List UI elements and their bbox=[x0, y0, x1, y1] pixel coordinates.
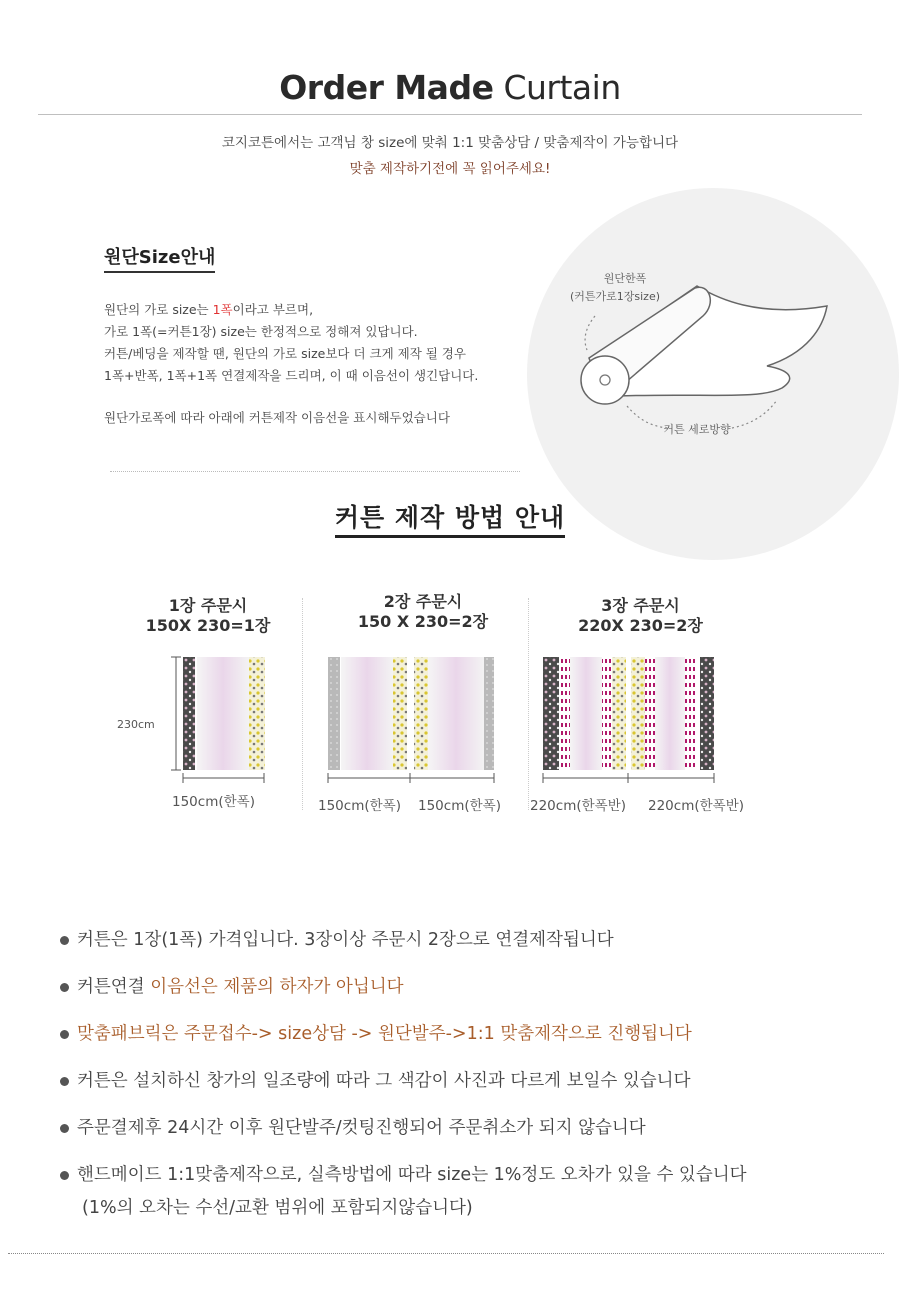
size-guide-line-1-b: 이라고 부르며, bbox=[232, 302, 314, 317]
title-light: Curtain bbox=[503, 68, 621, 107]
dotted-divider bbox=[110, 471, 520, 472]
curtain-illustrations bbox=[160, 650, 740, 790]
method-heading bbox=[0, 498, 900, 534]
col-1-title bbox=[128, 596, 288, 636]
col-1-title-1: 1장 주문시 bbox=[168, 596, 248, 615]
col-3-measure-1: 220cm(한폭반) bbox=[530, 798, 626, 814]
col-1-measure: 150cm(한폭) bbox=[172, 794, 255, 810]
col-3-title-1: 3장 주문시 bbox=[601, 596, 680, 615]
page-title bbox=[0, 68, 900, 107]
col-2-measure-1: 150cm(한폭) bbox=[318, 798, 401, 814]
bullet-icon bbox=[60, 936, 69, 945]
size-guide-heading: 원단Size안내 bbox=[104, 243, 215, 273]
notice-2-highlight: 이음선은 제품의 하자가 아닙니다 bbox=[150, 977, 404, 997]
notice-6-text: 핸드메이드 1:1맞춤제작으로, 실측방법에 따라 size는 1%정도 오차가 있을 수 있습니다 bbox=[77, 1165, 747, 1185]
subtitle-line-2: 맞춤 제작하기전에 꼭 읽어주세요! bbox=[349, 161, 551, 177]
bullet-icon bbox=[60, 1171, 69, 1180]
col-2-title-1: 2장 주문시 bbox=[383, 592, 463, 611]
notice-1 bbox=[60, 926, 614, 951]
title-bold: Order Made bbox=[279, 68, 494, 107]
subtitle-line-1: 코지코튼에서는 고객님 창 size에 맞춰 1:1 맞춤상담 / 맞춤제작이 가능합니다 bbox=[221, 135, 679, 151]
bullet-icon bbox=[60, 1030, 69, 1039]
col-3-measure-2: 220cm(한폭반) bbox=[648, 798, 744, 814]
roll-label-bottom: 커튼 세로방향 bbox=[663, 423, 731, 436]
notice-3-highlight: 맞춤패브릭은 주문접수-> size상담 -> 원단발주->1:1 맞춤제작으로 진행됩니다 bbox=[77, 1024, 692, 1044]
method-heading-text: 커튼 제작 방법 안내 bbox=[335, 503, 565, 538]
notice-6 bbox=[60, 1161, 747, 1186]
size-guide-highlight: 1폭 bbox=[212, 302, 233, 317]
roll-label-top-2: (커튼가로1장size) bbox=[569, 290, 661, 303]
size-guide-line-4: 1폭+반폭, 1폭+1폭 연결제작을 드리며, 이 때 이음선이 생긴답니다. bbox=[104, 368, 479, 383]
col-2-title bbox=[333, 592, 513, 632]
bullet-icon bbox=[60, 983, 69, 992]
notice-5-text: 주문결제후 24시간 이후 원단발주/컷팅진행되어 주문취소가 되지 않습니다 bbox=[77, 1118, 646, 1138]
col-2-measure-2: 150cm(한폭) bbox=[418, 798, 501, 814]
notice-1-text: 커튼은 1장(1폭) 가격입니다. 3장이상 주문시 2장으로 연결제작됩니다 bbox=[77, 930, 614, 950]
size-guide-line-1-a: 원단의 가로 size는 bbox=[104, 302, 213, 317]
size-guide-line-1 bbox=[104, 300, 313, 318]
notice-2 bbox=[60, 973, 404, 998]
bullet-icon bbox=[60, 1077, 69, 1086]
notice-4-text: 커튼은 설치하신 창가의 일조량에 따라 그 색감이 사진과 다르게 보일수 있습니다 bbox=[77, 1071, 691, 1091]
notice-5 bbox=[60, 1114, 646, 1139]
size-guide-line-3: 커튼/베딩을 제작할 땐, 원단의 가로 size보다 더 크게 제작 될 경우 bbox=[104, 346, 466, 361]
height-label: 230cm bbox=[117, 718, 155, 731]
notice-4 bbox=[60, 1067, 691, 1092]
col-2-title-2: 150 X 230=2장 bbox=[357, 612, 489, 631]
col-1-title-2: 150X 230=1장 bbox=[145, 616, 271, 635]
roll-label-top-1: 원단한폭 bbox=[603, 272, 647, 285]
size-guide-line-2: 가로 1폭(=커튼1장) size는 한정적으로 정해져 있답니다. bbox=[104, 324, 418, 339]
col-3-title bbox=[558, 596, 723, 636]
notice-6-line-2: (1%의 오차는 수선/교환 범위에 포함되지않습니다) bbox=[82, 1198, 473, 1218]
col-3-title-2: 220X 230=2장 bbox=[578, 616, 703, 635]
bottom-divider bbox=[8, 1253, 884, 1254]
title-divider bbox=[38, 114, 862, 115]
size-guide-line-5: 원단가로폭에 따라 아래에 커튼제작 이음선을 표시해두었습니다 bbox=[104, 410, 450, 425]
bullet-icon bbox=[60, 1124, 69, 1133]
notice-3 bbox=[60, 1020, 692, 1045]
notice-2-text: 커튼연결 bbox=[77, 977, 151, 997]
